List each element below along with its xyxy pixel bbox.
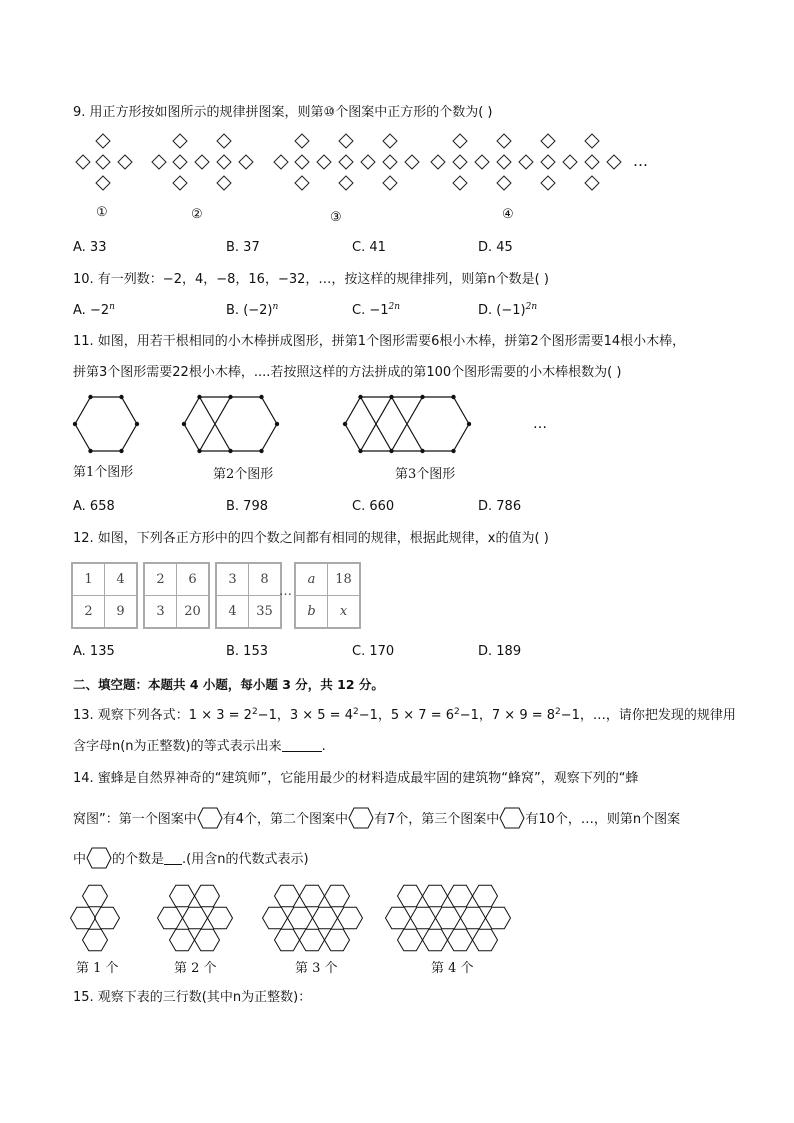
q9-stem: 9. 用正方形按如图所示的规律拼图案，则第⑩个图案中正方形的个数为( ) [73,105,493,120]
q9-label-3: ③ [330,210,342,225]
cell: 4 [105,564,137,596]
cell: 3 [217,564,249,596]
q9-label-1: ① [96,205,108,220]
cell: x [328,596,360,628]
cell: b [296,596,328,628]
q10-option-c: C. $-1^{2n}$ [352,302,401,318]
honeycomb-cell [300,929,325,951]
honeycomb-cell [398,885,423,907]
q12-option-c: C. 170 [352,644,395,659]
honeycomb-cell [195,929,220,951]
honeycomb-cell [95,907,120,929]
honeycomb-cell [423,885,448,907]
honeycomb-cell [275,885,300,907]
honeycomb-cell [263,907,288,929]
q9-option-c: C. 41 [352,240,386,255]
honeycomb-cell [71,907,96,929]
q9-ellipsis: … [633,152,648,170]
q11-caption-1: 第1个图形 [73,465,134,480]
honeycomb-cell [473,885,498,907]
cell: 20 [177,596,209,628]
q11-option-d: D. 786 [478,499,522,514]
q14-line3: 中 的个数是 .(用含n的代数式表示) [73,847,309,869]
honeycomb-cell [183,907,208,929]
q11-option-c: C. 660 [352,499,395,514]
q14-caption-3: 第 3 个 [295,961,338,976]
honeycomb-cell [473,929,498,951]
q9-option-d: D. 45 [478,240,513,255]
q10-stem: 10. 有一列数：−2，4，−8，16，−32，…，按这样的规律排列，则第n个数是( ) [73,272,549,287]
honeycomb-cell [423,929,448,951]
q12-stem: 12. 如图，下列各正方形中的四个数之间都有相同的规律，根据此规律，x的值为( ) [73,531,549,546]
q11-ellipsis: … [533,416,547,432]
honeycomb-cell [208,907,233,929]
q14-caption-4: 第 4 个 [431,961,474,976]
q12-option-b: B. 153 [226,644,268,659]
honeycomb-cell [461,907,486,929]
honeycomb-cell [325,885,350,907]
q12-option-d: D. 189 [478,644,522,659]
q9-option-a: A. 33 [73,240,107,255]
q12-option-a: A. 135 [73,644,115,659]
q11-option-b: B. 798 [226,499,268,514]
honeycomb-cell [275,929,300,951]
honeycomb-cell [313,907,338,929]
q11-option-a: A. 658 [73,499,115,514]
honeycomb-cell [386,907,411,929]
honeycomb-cell [170,929,195,951]
cell: a [296,564,328,596]
cell: 2 [73,596,105,628]
honeycomb-cell [411,907,436,929]
honeycomb-cell [325,929,350,951]
cell: 3 [145,596,177,628]
cell: 6 [177,564,209,596]
honeycomb-cell [338,907,363,929]
honeycomb-cell [195,885,220,907]
q11-stem-line2: 拼第3个图形需要22根小木棒，....若按照这样的方法拼成的第100个图形需要的小木棒根数为( ) [73,365,622,380]
q11-stem-line1: 11. 如图，用若干根相同的小木棒拼成图形，拼第1个图形需要6根小木棒，拼第2个图形需要14根小木棒， [73,334,686,349]
honeycomb-cell [288,907,313,929]
q14-caption-1: 第 1 个 [76,961,119,976]
q14-line2: 窝图”：第一个图案中 有4个，第二个图案中 有7个，第三个图案中 有10个，…，则第n个图案 [73,807,680,829]
q14-line1: 14. 蜜蜂是自然界神奇的“建筑师”，它能用最少的材料造成最牢固的建筑物“蜂窝”，观察下列的“蜂 [73,771,639,786]
section-2-heading: 二、填空题：本题共 4 小题，每小题 3 分，共 12 分。 [73,677,384,692]
honeycomb-cell [300,885,325,907]
honeycomb-cell [436,907,461,929]
q13-line2: 含字母n(n为正整数)的等式表示出来 . [73,739,326,754]
honeycomb-cell [448,929,473,951]
q9-label-4: ④ [502,207,514,222]
cell: 35 [249,596,281,628]
q15-stem: 15. 观察下表的三行数(其中n为正整数)： [73,990,312,1005]
q11-caption-2: 第2个图形 [213,467,274,482]
cell: 9 [105,596,137,628]
honeycomb-cell [83,929,108,951]
honeycomb-cell [398,929,423,951]
q9-label-2: ② [191,207,203,222]
q13-line1: 13. 观察下列各式：$1 \times 3 = 2^2-1$，$3 \times 5 = 4^2-1$，$5 \times 7 = 6^2-1$，$7 \times 9 = 8^2-1$，…，请你把发现的规律用 [73,707,736,723]
q10-option-d: D. $(-1)^{2n}$ [478,302,538,318]
q12-dots: … [279,584,292,599]
honeycomb-cell [448,885,473,907]
honeycomb-cell [158,907,183,929]
q10-option-b: B. $(-2)^n$ [226,302,279,318]
cell: 2 [145,564,177,596]
q14-caption-2: 第 2 个 [174,961,217,976]
honeycomb-cell [83,885,108,907]
q10-option-a: A. $-2^n$ [73,302,115,318]
q9-option-b: B. 37 [226,240,260,255]
q11-caption-3: 第3个图形 [395,467,456,482]
cell: 8 [249,564,281,596]
honeycomb-cell [486,907,511,929]
cell: 4 [217,596,249,628]
honeycomb-cell [170,885,195,907]
cell: 18 [328,564,360,596]
cell: 1 [73,564,105,596]
